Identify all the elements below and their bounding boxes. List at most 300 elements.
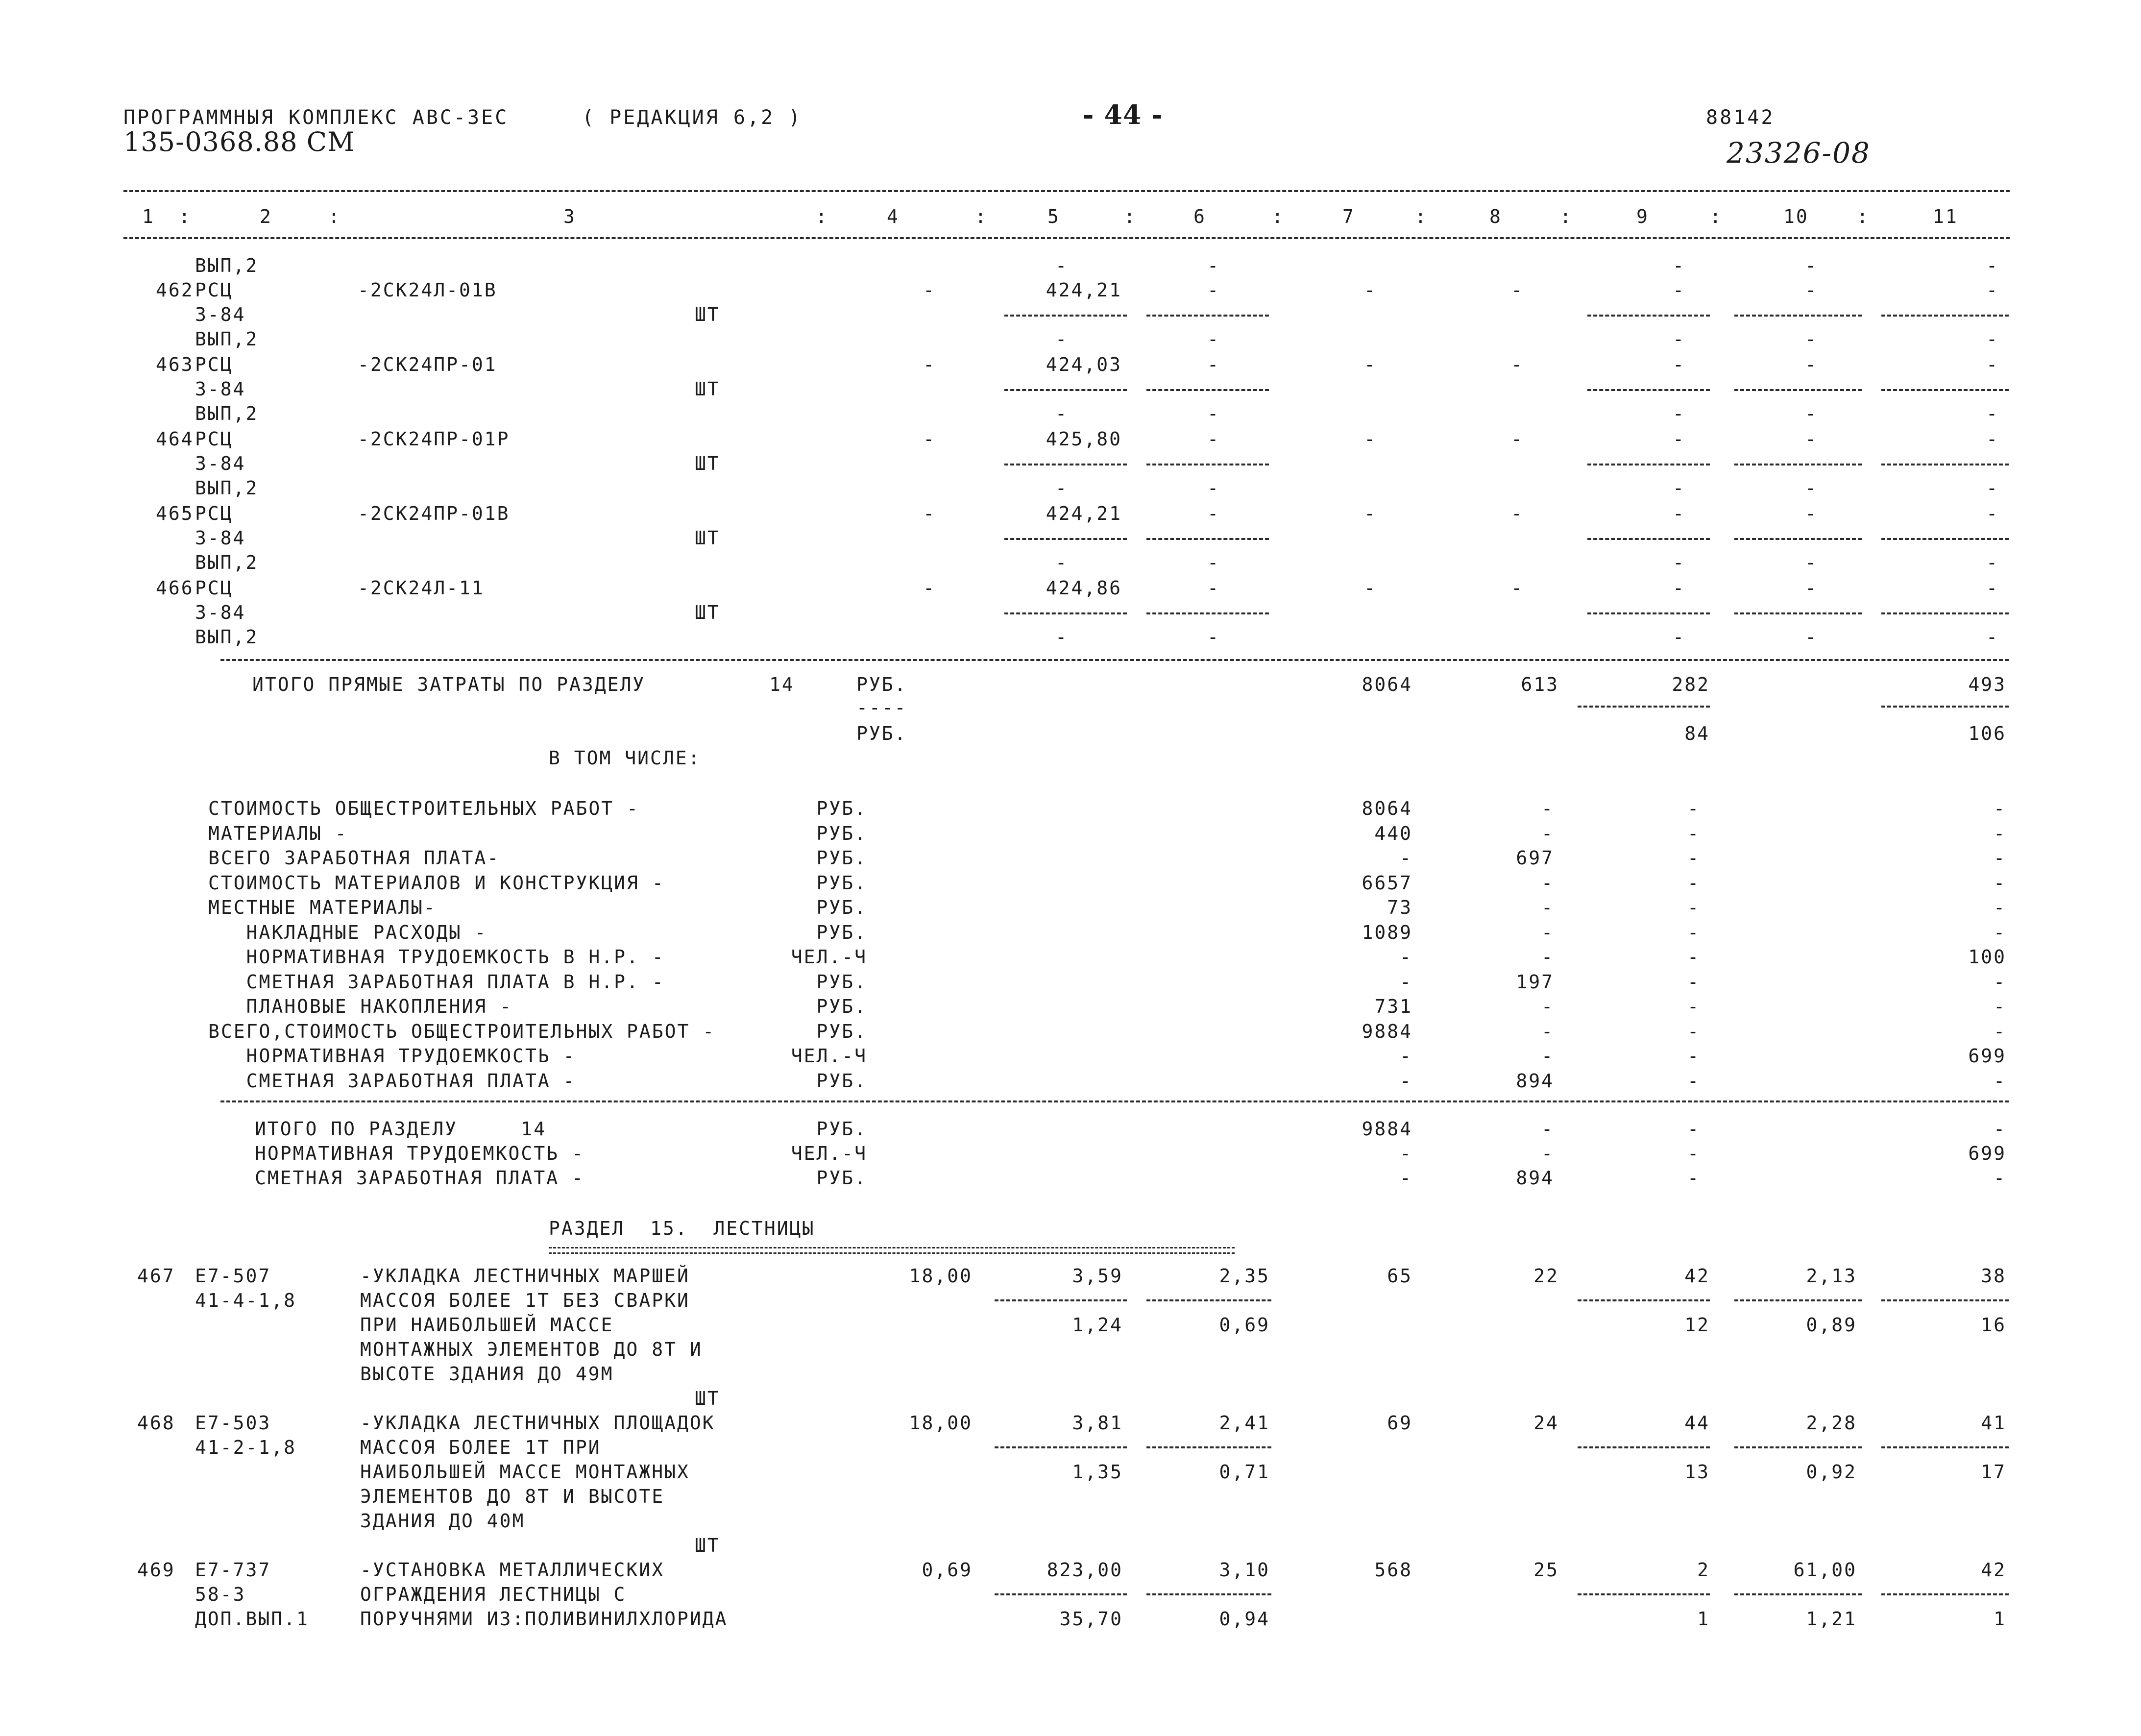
item-unit: ШТ [695,527,720,549]
item-c9: 2 [1697,1559,1710,1581]
cell-rule [1881,1299,2009,1301]
breakdown-c11: 100 [1968,946,2006,968]
item-sub-label: ВЫП,2 [195,328,259,350]
direct-total-c11b: 106 [1968,723,2006,744]
column-separator: : [1124,206,1137,227]
breakdown-c9: - [1687,897,1700,918]
item-description: -УСТАНОВКА МЕТАЛЛИЧЕСКИХ [360,1559,665,1581]
dash-cell: - [1364,279,1377,301]
dash-cell: - [1805,279,1818,301]
cell-rule [995,1299,1127,1301]
section-total-label: НОРМАТИВНАЯ ТРУДОЕМКОСТЬ - [255,1143,584,1164]
breakdown-label: НАКЛАДНЫЕ РАСХОДЫ - [208,921,487,943]
cell-rule [1587,389,1710,391]
dash-cell: - [1805,255,1818,276]
dash-cell: - [1986,577,1999,599]
direct-total-unit2: РУБ. [856,723,907,744]
sub-label-top: ВЫП,2 [195,255,259,276]
breakdown-label: СТОИМОСТЬ МАТЕРИАЛОВ И КОНСТРУКЦИЯ - [208,872,665,894]
item-price: 424,03 [1046,354,1122,375]
item-sub-code: 3-84 [195,527,246,549]
item-c6b: 0,69 [1219,1314,1270,1336]
cell-rule [1578,1446,1710,1448]
dash-cell: - [1511,428,1524,450]
item-qty: 18,00 [909,1412,973,1434]
dash-cell: - [1511,577,1524,599]
breakdown-label: НОРМАТИВНАЯ ТРУДОЕМКОСТЬ - [208,1045,576,1067]
item-qty: 18,00 [909,1265,973,1287]
breakdown-unit: РУБ. [816,847,867,869]
section-total-label: ИТОГО ПО РАЗДЕЛУ 14 [255,1118,547,1140]
item-c7: 69 [1387,1412,1412,1434]
section-total-unit: ЧЕЛ.-Ч [791,1143,867,1164]
breakdown-c8: - [1541,798,1554,819]
breakdown-c7: 6657 [1362,872,1412,894]
dash-cell: - [1364,354,1377,375]
breakdown-c8: - [1541,897,1554,918]
table-top-rule [123,190,2010,192]
section-title: РАЗДЕЛ 15. ЛЕСТНИЦЫ [549,1218,815,1239]
dash-cell: - [1055,552,1068,573]
item-description: ПОРУЧНЯМИ ИЗ:ПОЛИВИНИЛХЛОРИДА [360,1608,728,1630]
cell-rule [1587,538,1710,540]
dash-cell: - [1511,354,1524,375]
breakdown-c9: - [1687,872,1700,894]
item-description: ОГРАЖДЕНИЯ ЛЕСТНИЦЫ С [360,1584,627,1605]
item-sub-code: 41-2-1,8 [195,1437,297,1458]
item-c8: 22 [1533,1265,1559,1287]
section-total-c7: 9884 [1362,1118,1412,1140]
cell-rule [1146,315,1269,317]
item-price: 424,21 [1046,503,1122,524]
column-header-c2: 2 [260,206,272,227]
section-total-c8: - [1541,1143,1554,1164]
cell-rule [1734,1593,1862,1595]
item-code: РСЦ [195,503,233,524]
breakdown-c9: - [1687,946,1700,968]
item-sub-label: ВЫП,2 [195,403,259,424]
column-header-c4: 4 [887,206,900,227]
cell-rule [1734,538,1862,540]
item-col4: - [923,354,936,375]
breakdown-c11: - [1994,798,2006,819]
section-total-c7: - [1400,1143,1412,1164]
section-total-c11: 699 [1968,1143,2006,1164]
item-sub-code: 41-4-1,8 [195,1290,297,1311]
breakdown-c7: - [1400,971,1412,993]
column-separator: : [975,206,988,227]
breakdown-unit: РУБ. [816,1070,867,1092]
item-number: 463 [156,354,194,375]
breakdown-c9: - [1687,1070,1700,1092]
breakdown-c9: - [1687,798,1700,819]
item-sub-code: 58-3 [195,1584,246,1605]
section-total-c7: - [1400,1167,1412,1189]
column-separator: : [1415,206,1428,227]
item-code: РСЦ [195,428,233,450]
breakdown-c8: - [1541,872,1554,894]
item-qty: 0,69 [922,1559,973,1581]
item-code: РСЦ [195,354,233,375]
item-description: НАИБОЛЬШЕЙ МАССЕ МОНТАЖНЫХ [360,1461,690,1483]
dash-cell: - [1673,552,1685,573]
dash-cell: - [1207,626,1220,648]
item-sub-label: ДОП.ВЫП.1 [195,1608,309,1630]
item-unit: ШТ [695,1535,720,1556]
dash-cell: - [1673,255,1685,276]
archive-code: 88142 [1706,106,1775,129]
item-description: -УКЛАДКА ЛЕСТНИЧНЫХ МАРШЕЙ [360,1265,690,1287]
document-id: 135-0368.88 СМ [123,126,355,157]
item-c5b: 1,35 [1072,1461,1123,1483]
breakdown-label: СМЕТНАЯ ЗАРАБОТНАЯ ПЛАТА В Н.Р. - [208,971,665,993]
dash-cell: - [1364,428,1377,450]
item-sub-code: 3-84 [195,602,246,623]
breakdown-c7: 9884 [1362,1020,1412,1042]
dash-cell: - [1055,255,1068,276]
breakdown-c8: - [1541,996,1554,1017]
dash-cell: - [1986,503,1999,524]
item-c9: 44 [1684,1412,1710,1434]
dash-cell: - [1364,503,1377,524]
item-sub-code: 3-84 [195,378,246,400]
section-total-label: СМЕТНАЯ ЗАРАБОТНАЯ ПЛАТА - [255,1167,584,1189]
section-total-c9: - [1687,1143,1700,1164]
breakdown-end-rule [220,1100,2009,1102]
item-description: МАССОЯ БОЛЕЕ 1Т ПРИ [360,1437,601,1458]
direct-total-c9: 282 [1672,674,1710,695]
item-c11: 38 [1981,1265,2006,1287]
item-description: ЗДАНИЯ ДО 40М [360,1510,525,1532]
section-title-rule [549,1247,1235,1254]
cell-rule [1004,538,1127,540]
item-c6: 2,35 [1219,1265,1270,1287]
item-unit: ШТ [695,1388,720,1409]
breakdown-c11: 699 [1968,1045,2006,1067]
item-col4: - [923,428,936,450]
breakdown-c9: - [1687,921,1700,943]
breakdown-c9: - [1687,1045,1700,1067]
section-total-c9: - [1687,1167,1700,1189]
item-c9b: 13 [1684,1461,1710,1483]
breakdown-c8: - [1541,946,1554,968]
breakdown-c8: - [1541,1020,1554,1042]
breakdown-c11: - [1994,921,2006,943]
direct-total-c7: 8064 [1362,674,1412,695]
breakdown-c8: - [1541,1045,1554,1067]
item-c7: 65 [1387,1265,1412,1287]
cell-rule [1881,315,2009,317]
dash-cell: - [1986,255,1999,276]
dash-cell: - [1673,403,1685,424]
breakdown-unit: РУБ. [816,822,867,844]
cell-rule [1146,389,1269,391]
cell-rule [1881,389,2009,391]
item-c6: 3,10 [1219,1559,1270,1581]
dash-cell: - [1673,279,1685,301]
item-unit: ШТ [695,602,720,623]
dash-cell: - [1673,503,1685,524]
cell-rule [1578,1299,1710,1301]
item-sub-label: ВЫП,2 [195,552,259,573]
breakdown-c11: - [1994,1070,2006,1092]
section-total-unit: РУБ. [816,1118,867,1140]
breakdown-c11: - [1994,971,2006,993]
section-total-unit: РУБ. [816,1167,867,1189]
item-col4: - [923,279,936,301]
breakdown-unit: РУБ. [816,996,867,1017]
column-separator: : [1857,206,1870,227]
item-c9: 42 [1684,1265,1710,1287]
dash-cell: - [1511,503,1524,524]
dash-cell: - [1207,577,1220,599]
item-unit: ШТ [695,378,720,400]
item-number: 466 [156,577,194,599]
cell-rule [1146,1299,1271,1301]
item-c7: 568 [1374,1559,1412,1581]
breakdown-unit: ЧЕЛ.-Ч [791,946,867,968]
dash-cell: - [1805,503,1818,524]
breakdown-unit: РУБ. [816,971,867,993]
breakdown-c7: - [1400,847,1412,869]
cell-rule [1734,315,1862,317]
breakdown-label: ПЛАНОВЫЕ НАКОПЛЕНИЯ - [208,996,513,1017]
cell-rule [1734,1446,1862,1448]
section-total-c8: - [1541,1118,1554,1140]
dash-cell: - [1055,477,1068,499]
item-c10b: 1,21 [1806,1608,1857,1630]
including-label: В ТОМ ЧИСЛЕ: [549,747,701,769]
direct-total-label: ИТОГО ПРЯМЫЕ ЗАТРАТЫ ПО РАЗДЕЛУ [252,674,646,695]
cell-rule [1004,464,1127,465]
item-c5: 3,81 [1072,1412,1123,1434]
section-total-c11: - [1994,1118,2006,1140]
item-c5b: 1,24 [1072,1314,1123,1336]
item-sub-label: ВЫП,2 [195,477,259,499]
direct-total-c11: 493 [1968,674,2006,695]
column-header-c10: 10 [1783,206,1809,227]
cell-rule [1587,612,1710,614]
item-c11b: 16 [1981,1314,2006,1336]
dash-cell: - [1207,428,1220,450]
item-description: МАССОЯ БОЛЕЕ 1Т БЕЗ СВАРКИ [360,1290,690,1311]
item-number: 467 [137,1265,175,1287]
edition-label: ( РЕДАКЦИЯ 6,2 ) [582,106,803,129]
item-description: ПРИ НАИБОЛЬШЕЙ МАССЕ [360,1314,614,1336]
dash-cell: - [1207,328,1220,350]
column-header-c7: 7 [1342,206,1355,227]
direct-total-c9b: 84 [1684,723,1710,744]
dash-cell: - [1055,403,1068,424]
item-c8: 25 [1533,1559,1559,1581]
dash-cell: - [1673,354,1685,375]
breakdown-c7: 1089 [1362,921,1412,943]
dash-cell: - [1805,577,1818,599]
column-header-c11: 11 [1933,206,1958,227]
breakdown-unit: РУБ. [816,798,867,819]
column-separator: : [1272,206,1285,227]
cell-rule [1004,389,1127,391]
item-number: 465 [156,503,194,524]
dash-cell: - [1364,577,1377,599]
breakdown-c11: - [1994,996,2006,1017]
table-header-rule [123,237,2010,239]
item-unit: ШТ [695,453,720,474]
breakdown-c11: - [1994,822,2006,844]
item-sub-label: ВЫП,2 [195,626,259,648]
item-name: -2СК24ПР-01 [358,354,497,375]
item-c6: 2,41 [1219,1412,1270,1434]
cell-rule [1578,1593,1710,1595]
item-c6b: 0,94 [1219,1608,1270,1630]
dash-cell: - [1673,328,1685,350]
dash-cell: - [1511,279,1524,301]
column-separator: : [1560,206,1573,227]
dash-cell: - [1207,477,1220,499]
item-price: 424,86 [1046,577,1122,599]
dash-cell: - [1207,354,1220,375]
item-sub-code: 3-84 [195,304,246,325]
dash-cell: - [1207,255,1220,276]
cell-rule [995,1446,1127,1448]
item-price: 425,80 [1046,428,1122,450]
handwritten-number: 23326-08 [1727,136,1871,170]
items-end-rule [220,659,2009,661]
item-price: 424,21 [1046,279,1122,301]
item-c5: 3,59 [1072,1265,1123,1287]
breakdown-c9: - [1687,822,1700,844]
cell-rule [1146,612,1269,614]
cell-rule [1881,464,2009,465]
item-c10: 61,00 [1793,1559,1857,1581]
dash-cell: - [1207,503,1220,524]
column-header-c3: 3 [563,206,576,227]
item-c10b: 0,89 [1806,1314,1857,1336]
cell-rule [1734,389,1862,391]
item-sub-code: 3-84 [195,453,246,474]
dash-cell: - [1986,279,1999,301]
cell-rule [1734,1299,1862,1301]
item-code: РСЦ [195,577,233,599]
item-description: ВЫСОТЕ ЗДАНИЯ ДО 49М [360,1363,614,1385]
item-name: -2СК24Л-11 [358,577,485,599]
column-header-c5: 5 [1047,206,1060,227]
item-description: -УКЛАДКА ЛЕСТНИЧНЫХ ПЛОЩАДОК [360,1412,715,1434]
item-col4: - [923,577,936,599]
item-c10: 2,13 [1806,1265,1857,1287]
item-c8: 24 [1533,1412,1559,1434]
item-c9b: 12 [1684,1314,1710,1336]
item-c5: 823,00 [1046,1559,1123,1581]
item-unit: ШТ [695,304,720,325]
item-name: -2СК24Л-01В [358,279,497,301]
column-separator: : [328,206,341,227]
section-total-c11: - [1994,1167,2006,1189]
dash-cell: - [1673,477,1685,499]
cell-rule [1881,538,2009,540]
dash-cell: - [1986,403,1999,424]
dash-cell: - [1986,477,1999,499]
dash-cell: - [1673,577,1685,599]
breakdown-unit: РУБ. [816,1020,867,1042]
dash-cell: - [1055,626,1068,648]
cell-rule [1734,464,1862,465]
cell-rule [1146,538,1269,540]
item-number: 462 [156,279,194,301]
column-separator: : [816,206,828,227]
cell-rule [1004,315,1127,317]
item-number: 468 [137,1412,175,1434]
dash-cell: - [1805,354,1818,375]
unit-dash-rule: ---- [856,697,907,718]
breakdown-c8: - [1541,921,1554,943]
breakdown-c8: 697 [1516,847,1554,869]
item-number: 464 [156,428,194,450]
item-c11b: 17 [1981,1461,2006,1483]
cell-rule [1881,706,2009,708]
breakdown-label: МЕСТНЫЕ МАТЕРИАЛЫ- [208,897,437,918]
dash-cell: - [1207,279,1220,301]
breakdown-c11: - [1994,897,2006,918]
breakdown-label: НОРМАТИВНАЯ ТРУДОЕМКОСТЬ В Н.Р. - [208,946,665,968]
item-code: Е7-503 [195,1412,271,1434]
cell-rule [1578,706,1710,708]
item-name: -2СК24ПР-01Р [358,428,510,450]
breakdown-label: МАТЕРИАЛЫ - [208,822,348,844]
breakdown-unit: ЧЕЛ.-Ч [791,1045,867,1067]
breakdown-unit: РУБ. [816,872,867,894]
dash-cell: - [1805,477,1818,499]
item-description: МОНТАЖНЫХ ЭЛЕМЕНТОВ ДО 8Т И [360,1339,703,1360]
cell-rule [1734,612,1862,614]
cell-rule [1587,315,1710,317]
breakdown-c7: 8064 [1362,798,1412,819]
column-separator: : [1710,206,1723,227]
dash-cell: - [1673,428,1685,450]
item-col4: - [923,503,936,524]
direct-total-section: 14 [769,674,795,695]
breakdown-c7: 73 [1387,897,1412,918]
dash-cell: - [1055,328,1068,350]
item-name: -2СК24ПР-01В [358,503,510,524]
column-header-c8: 8 [1489,206,1502,227]
breakdown-c8: 894 [1516,1070,1554,1092]
item-c11: 42 [1981,1559,2006,1581]
item-code: РСЦ [195,279,233,301]
breakdown-label: СТОИМОСТЬ ОБЩЕСТРОИТЕЛЬНЫХ РАБОТ - [208,798,639,819]
column-separator: : [179,206,192,227]
section-total-c9: - [1687,1118,1700,1140]
dash-cell: - [1986,354,1999,375]
cell-rule [1146,1446,1271,1448]
breakdown-c11: - [1994,1020,2006,1042]
item-description: ЭЛЕМЕНТОВ ДО 8Т И ВЫСОТЕ [360,1486,665,1507]
breakdown-c7: - [1400,1045,1412,1067]
item-c6b: 0,71 [1219,1461,1270,1483]
dash-cell: - [1986,552,1999,573]
dash-cell: - [1986,328,1999,350]
cell-rule [1146,464,1269,465]
breakdown-c7: - [1400,946,1412,968]
program-title: ПРОГРАММНЫЯ КОМПЛЕКС АВС-ЗЕС [123,106,509,129]
breakdown-unit: РУБ. [816,897,867,918]
breakdown-c7: 731 [1374,996,1412,1017]
cell-rule [995,1593,1127,1595]
dash-cell: - [1805,328,1818,350]
item-c11b: 1 [1994,1608,2006,1630]
direct-total-c8: 613 [1521,674,1559,695]
breakdown-c9: - [1687,996,1700,1017]
